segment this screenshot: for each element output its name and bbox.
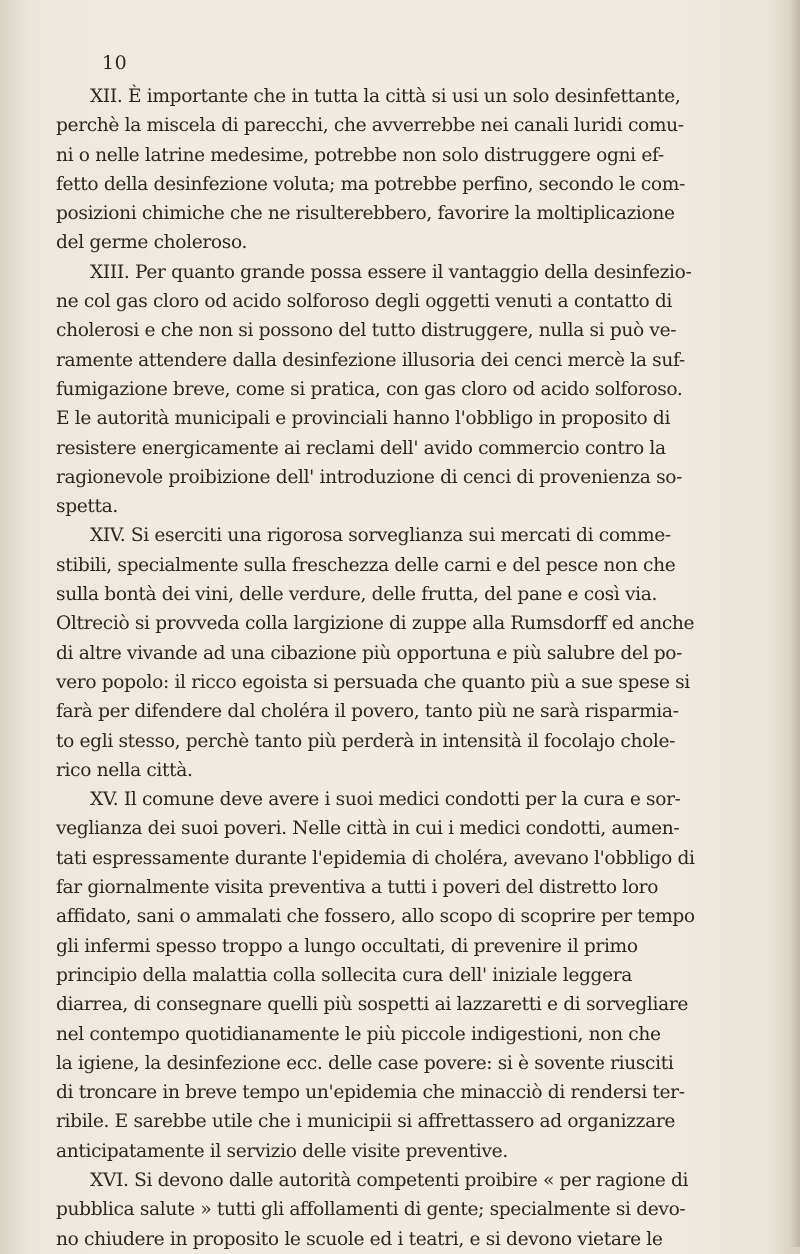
text-line: XV. Il comune deve avere i suoi medici condotti per la cura e sor- [90, 789, 681, 811]
text-line: affidato, sani o ammalati che fossero, allo scopo di scoprire per tempo [56, 906, 695, 928]
text-line: del germe choleroso. [56, 232, 248, 254]
text-line: far giornalmente visita preventiva a tutti i poveri del distretto loro [56, 877, 659, 899]
text-line: Oltreciò si provveda colla largizione di zuppe alla Rumsdorff ed anche [56, 613, 695, 635]
text-line: ramente attendere dalla desinfezione illusoria dei cenci mercè la suf- [56, 349, 685, 371]
text-line: ragionevole proibizione dell' introduzione di cenci di provenienza so- [56, 466, 683, 488]
text-line: diarrea, di consegnare quelli più sospetti ai lazzaretti e di sorvegliare [56, 994, 689, 1016]
text-line: la igiene, la desinfezione ecc. delle case povere: si è sovente riusciti [56, 1052, 674, 1074]
text-line: no chiudere in proposito le scuole ed i teatri, e si devono vietare le [56, 1228, 663, 1250]
text-line: anticipatamente il servizio delle visite preventive. [56, 1140, 508, 1162]
text-line: farà per difendere dal choléra il povero, tanto più ne sarà risparmia- [56, 701, 679, 723]
text-line: ni o nelle latrine medesime, potrebbe non solo distruggere ogni ef- [56, 144, 664, 166]
text-line: principio della malattia colla sollecita cura dell' iniziale leggera [56, 964, 633, 986]
page-number: 10 [102, 52, 128, 74]
text-line: to egli stesso, perchè tanto più perderà in intensità il focolajo chole- [56, 730, 676, 752]
page-edge-shadow [790, 0, 800, 1247]
text-line: perchè la miscela di parecchi, che avverrebbe nei canali luridi comu- [56, 115, 684, 137]
text-line: XIV. Si eserciti una rigorosa sorveglianza sui mercati di comme- [90, 525, 671, 547]
text-line: veglianza dei suoi poveri. Nelle città in cui i medici condotti, aumen- [56, 818, 680, 840]
text-line: cholerosi e che non si possono del tutto distruggere, nulla si può ve- [56, 320, 677, 342]
text-line: ribile. E sarebbe utile che i municipii si affrettassero ad organizzare [56, 1111, 676, 1133]
text-line: gli infermi spesso troppo a lungo occultati, di prevenire il primo [56, 935, 638, 957]
text-line: resistere energicamente ai reclami dell' avido commercio contro la [56, 437, 666, 459]
text-line: posizioni chimiche che ne risulterebbero, favorire la moltiplicazione [56, 203, 675, 225]
text-line: XIII. Per quanto grande possa essere il vantaggio della desinfezio- [90, 261, 692, 283]
text-line: XII. È importante che in tutta la città si usi un solo desinfettante, [90, 86, 681, 107]
text-line: rico nella città. [56, 759, 193, 781]
text-line: di altre vivande ad una cibazione più opportuna e più salubre del po- [56, 642, 683, 664]
text-line: nel contempo quotidianamente le più piccole indigestioni, non che [56, 1023, 661, 1045]
text-line: XVI. Si devono dalle autorità competenti proibire « per ragione di [90, 1169, 689, 1191]
text-line: E le autorità municipali e provinciali hanno l'obbligo in proposito di [56, 408, 671, 430]
text-line: ne col gas cloro od acido solforoso degli oggetti venuti a contatto di [56, 291, 673, 313]
text-line: fetto della desinfezione voluta; ma potrebbe perfino, secondo le com- [56, 173, 685, 195]
body-text [56, 82, 798, 1254]
text-line: sulla bontà dei vini, delle verdure, delle frutta, del pane e così via. [56, 584, 658, 606]
text-line: pubblica salute » tutti gli affollamenti di gente; specialmente si devo- [56, 1199, 686, 1221]
text-line: stibili, specialmente sulla freschezza delle carni e del pesce non che [56, 554, 676, 576]
text-line: di troncare in breve tempo un'epidemia che minacciò di rendersi ter- [56, 1082, 685, 1104]
text-line: tati espressamente durante l'epidemia di choléra, avevano l'obbligo di [56, 847, 695, 869]
text-line: spetta. [56, 496, 118, 518]
text-line: fumigazione breve, come si pratica, con gas cloro od acido solforoso. [56, 378, 683, 400]
text-line: vero popolo: il ricco egoista si persuada che quanto più a sue spese si [56, 671, 690, 693]
